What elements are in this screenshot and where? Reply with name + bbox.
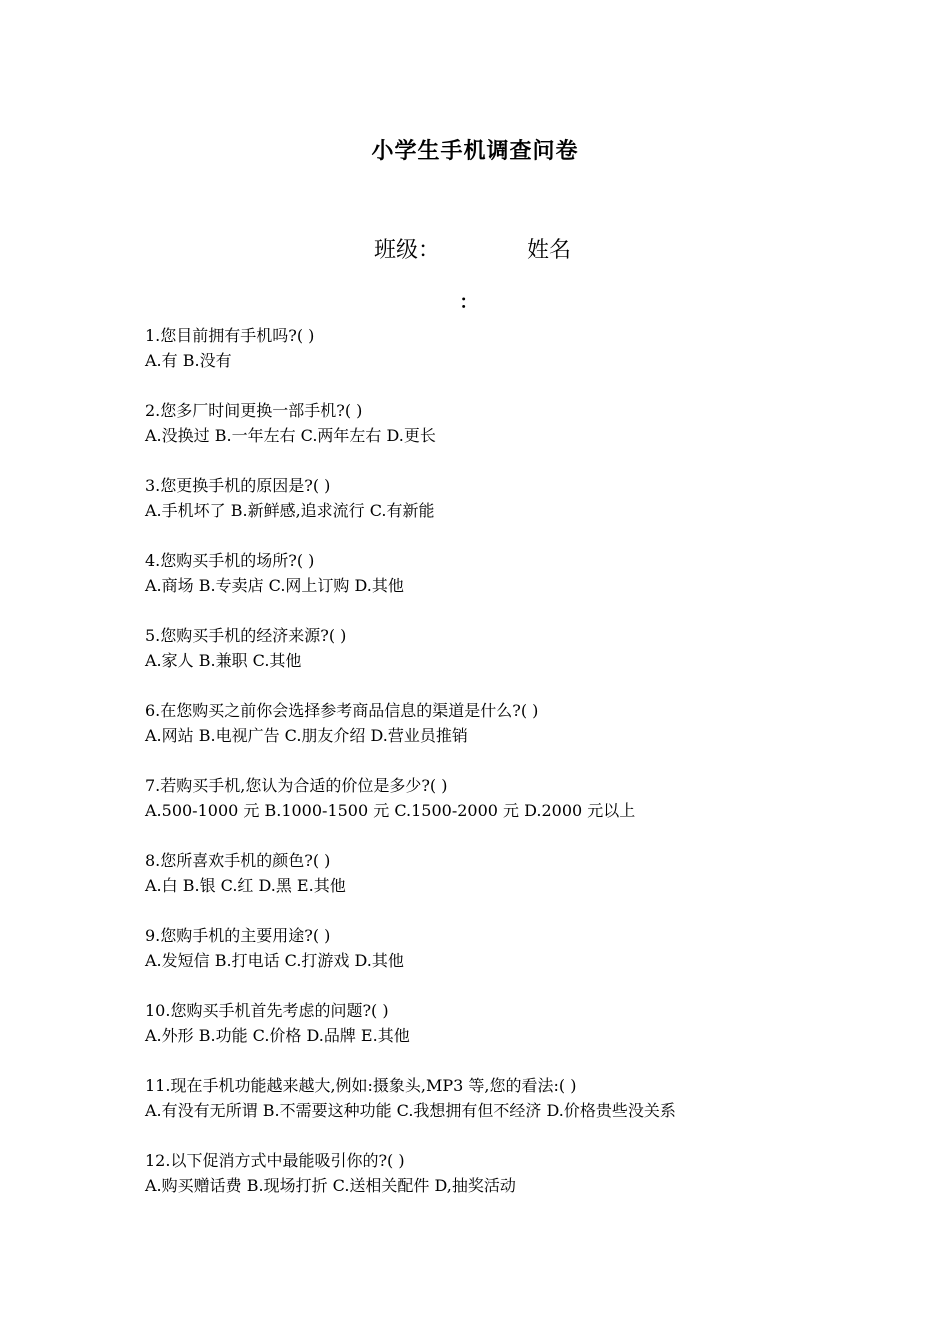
question-item: [145, 923, 905, 998]
question-options: A.发短信 B.打电话 C.打游戏 D.其他: [145, 951, 404, 970]
question-item: [145, 1148, 905, 1223]
question-item: [145, 848, 905, 923]
name-label: 姓名: [527, 238, 572, 263]
question-item: [145, 698, 905, 773]
question-options: A.有没有无所谓 B.不需要这种功能 C.我想拥有但不经济 D.价格贵些没关系: [145, 1101, 676, 1120]
question-options: A.购买赠话费 B.现场打折 C.送相关配件 D,抽奖活动: [145, 1176, 516, 1195]
question-options: A.手机坏了 B.新鲜感,追求流行 C.有新能: [145, 501, 435, 520]
question-item: [145, 548, 905, 623]
question-text: 2.您多厂时间更换一部手机?( ): [145, 401, 363, 420]
question-options: A.白 B.银 C.红 D.黑 E.其他: [145, 876, 346, 895]
question-options: A.商场 B.专卖店 C.网上订购 D.其他: [145, 576, 404, 595]
question-text: 3.您更换手机的原因是?( ): [145, 476, 331, 495]
question-item: [145, 998, 905, 1073]
question-text: 8.您所喜欢手机的颜色?( ): [145, 851, 331, 870]
document-title: 小学生手机调查问卷: [371, 138, 579, 164]
question-text: 6.在您购买之前你会选择参考商品信息的渠道是什么?( ): [145, 701, 539, 720]
question-item: [145, 398, 905, 473]
question-options: A.网站 B.电视广告 C.朋友介绍 D.营业员推销: [145, 726, 468, 745]
question-item: [145, 473, 905, 548]
question-text: 9.您购手机的主要用途?( ): [145, 926, 331, 945]
question-list: [145, 323, 905, 1223]
question-text: 11.现在手机功能越来越大,例如:摄象头,MP3 等,您的看法:( ): [145, 1076, 577, 1095]
question-options: A.500-1000 元 B.1000-1500 元 C.1500-2000 元 D.2000 元以上: [145, 801, 636, 820]
question-options: A.有 B.没有: [145, 351, 232, 370]
question-item: [145, 773, 905, 848]
question-item: [145, 623, 905, 698]
name-colon: ：: [459, 292, 478, 313]
question-text: 5.您购买手机的经济来源?( ): [145, 626, 347, 645]
student-info-row: [0, 233, 950, 267]
question-item: [145, 1073, 905, 1148]
question-options: A.家人 B.兼职 C.其他: [145, 651, 302, 670]
question-text: 12.以下促消方式中最能吸引你的?( ): [145, 1151, 405, 1170]
question-text: 7.若购买手机,您认为合适的价位是多少?( ): [145, 776, 448, 795]
question-text: 4.您购买手机的场所?( ): [145, 551, 315, 570]
question-item: [145, 323, 905, 398]
question-options: A.没换过 B.一年左右 C.两年左右 D.更长: [145, 426, 436, 445]
question-text: 1.您目前拥有手机吗?( ): [145, 326, 315, 345]
question-options: A.外形 B.功能 C.价格 D.品牌 E.其他: [145, 1026, 410, 1045]
question-text: 10.您购买手机首先考虑的问题?( ): [145, 1001, 389, 1020]
class-label: 班级：: [374, 238, 441, 263]
